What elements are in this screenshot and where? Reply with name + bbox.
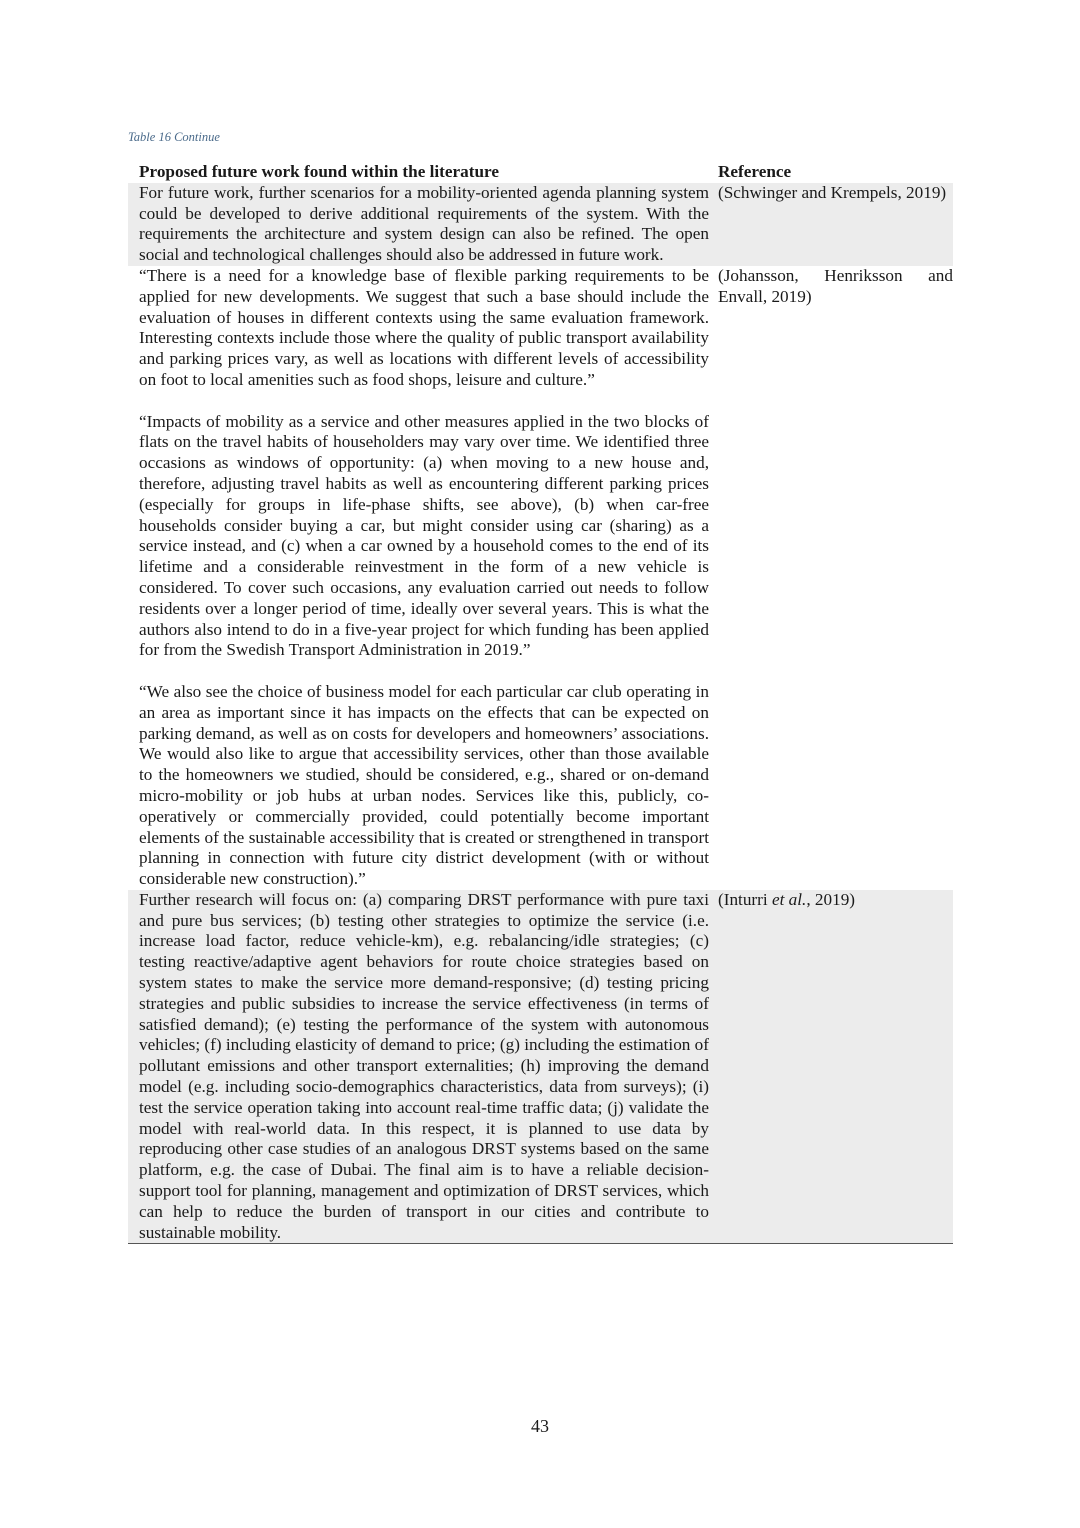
reference-cell [718, 890, 953, 1244]
future-work-paragraph: “Impacts of mobility as a service and other measures applied in the two blocks of flats on the travel habits of householders may vary over time. We identified three occasions as windows of opportunity: (a) when moving to a new house and, therefore, adjusting travel habits as well as encountering different parking prices (especially for groups in life-phase shifts, see above), (b) when car-free households consider buying a car, but might consider using car (sharing) as a service instead, and (c) when a car owned by a household comes to the end of its lifetime and a considerable reinvestment in the form of a new vehicle is considered. To cover such occasions, any evaluation carried out needs to follow residents over a longer period of time, ideally over several years. This is what the authors also intend to do in a five-year project for which funding has been applied for from the Swedish Transport Administration in 2019.” [139, 411, 709, 660]
table-row [128, 183, 953, 266]
future-work-cell [128, 183, 709, 266]
reference-text: (Inturri [718, 889, 772, 909]
page-number: 43 [531, 1416, 549, 1436]
future-work-paragraph: For future work, further scenarios for a mobility-oriented agenda planning system could be developed to derive additional requirements of the system. With the requirements the architecture and system design can also be refined. The open social and technological challenges should also be addressed in future work. [139, 182, 709, 265]
column-header-future-work: Proposed future work found within the literature [139, 162, 499, 181]
future-work-table [128, 162, 953, 1244]
future-work-paragraph: Further research will focus on: (a) comparing DRST performance with pure taxi and pure bus services; (b) testing other strategies to optimize the service (i.e. increase load factor, reduce vehicle-km), e.g. rebalancing/idle strategies; (c) testing reactive/adaptive agent behaviors for route choice strategies based on system states to make the service more demand-responsive; (d) testing pricing strategies and public subsidies to increase the service effectiveness (in terms of satisfied demand); (e) testing the performance of the system with autonomous vehicles; (f) including elasticity of demand to price; (g) including the estimation of pollutant emissions and other transport externalities; (h) improving the demand model (e.g. including socio-demographics characteristics, data from surveys); (i) test the service operation taking into account real-time traffic data; (j) validate the model with real-world data. In this respect, it is planned to use data by reproducing other case studies of an analogous DRST systems based on the same platform, e.g. the case of Dubai. The final aim is to have a reliable decision-support tool for planning, management and optimization of DRST services, which can help to reduce the burden of transport in our cities and contribute to sustainable mobility. [139, 889, 709, 1242]
future-work-paragraph: “There is a need for a knowledge base of flexible parking requirements to be applied for new developments. We suggest that such a base should include the evaluation of houses in different contexts using the same evaluation framework. Interesting contexts include those where the quality of public transport availability and parking prices vary, as well as locations with different levels of accessibility on foot to local amenities such as food shops, leisure and culture.” [139, 265, 709, 389]
table-row [128, 890, 953, 1244]
table-header-row [128, 162, 953, 183]
future-work-cell [128, 266, 709, 890]
reference-cell: (Schwinger and Krempels, 2019) [718, 182, 947, 202]
table-row [128, 266, 953, 890]
column-header-reference: Reference [718, 162, 792, 181]
reference-cell: (Johansson, Henriksson and Envall, 2019) [718, 265, 953, 306]
future-work-paragraph: “We also see the choice of business model for each particular car club operating in an area as important since it has impacts on the effects that can be expected on parking demand, as well as on costs for developers and homeowners’ associations. We would also like to argue that accessibility services, other than those available to the homeowners we studied, should be considered, e.g., shared or on-demand micro-mobility or job hubs at urban nodes. Services like this, publicly, co-operatively or commercially provided, could potentially become important elements of the sustainable accessibility that is created or strengthened in transport planning in connection with future city district development (with or without considerable new construction).” [139, 681, 709, 889]
reference-et-al: et al. [771, 889, 807, 909]
reference-text: , 2019) [806, 889, 856, 909]
future-work-cell [128, 890, 709, 1244]
table-caption: Table 16 Continue [128, 130, 220, 144]
